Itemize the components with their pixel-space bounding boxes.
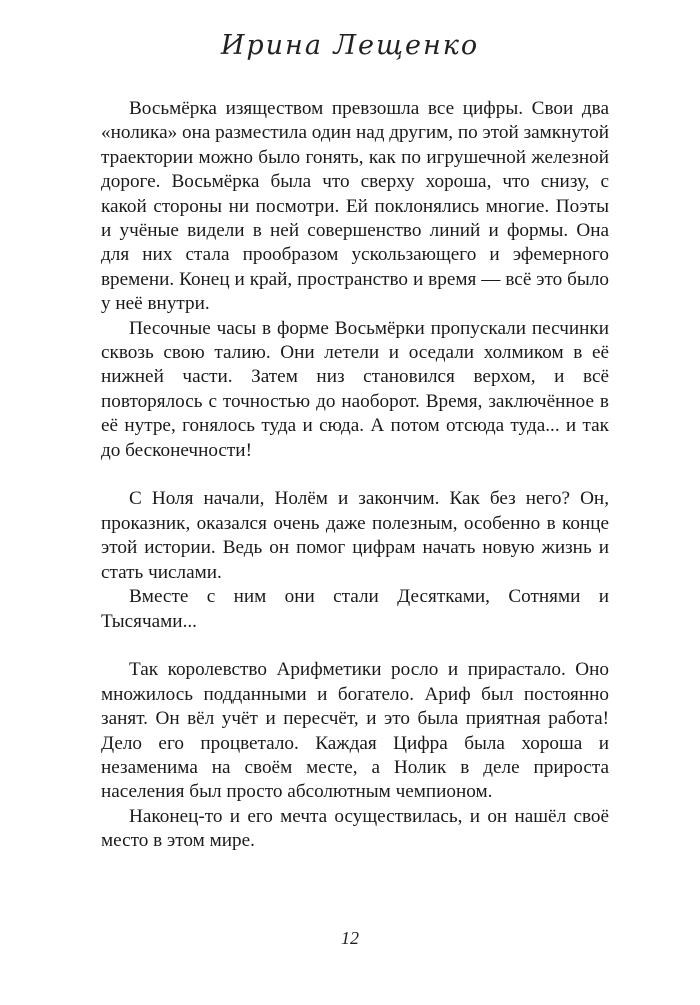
paragraph: Наконец-то и его мечта осуществилась, и он нашёл своё место в этом мире. — [101, 805, 609, 852]
paragraph: Вместе с ним они стали Десятками, Сотнями и Тысячами... — [101, 586, 609, 632]
paragraph: Песочные часы в форме Восьмёрки пропускали песчинки сквозь свою талию. Они летели и оседали холмиком в её нижней части. Затем низ становился верхом, и всё повторялось с точностью до наоборот. Время, заключённое в её нутре, гонялось туда и сюда. А потом отсюда туда... и так до бесконечности! — [101, 317, 609, 461]
paragraph: Восьмёрка изяществом превзошла все цифры. Свои два «нолика» она разместила один над другим, по этой замкнутой траектории можно было гонять, как по игрушечной железной дороге. Восьмёрка была что сверху хороша, что снизу, с какой стороны ни посмотри. Ей поклонялись многие. Поэты и учёные видели в ней совершенство линий и формы. Она для них стала прообразом ускользающего и эфемерного времени. Конец и край, пространство и время — всё это было у неё внутри. — [101, 98, 609, 315]
running-head-author: Ирина Лещенко — [220, 30, 480, 61]
paragraph: С Ноля начали, Нолём и закончим. Как без него? Он, проказник, оказался очень даже полезным, особенно в конце этой истории. Ведь он помог цифрам начать новую жизнь и стать числами. — [101, 488, 609, 583]
page-number: 12 — [341, 928, 359, 948]
body-text — [101, 97, 609, 854]
paragraph: Так королевство Арифметики росло и прирастало. Оно множилось подданными и богатело. Ариф был постоянно занят. Он вёл учёт и пересчёт, и это была приятная работа! Дело его процветало. Каждая Цифра была хороша и незаменима на своём месте, а Нолик в деле прироста населения был просто абсолютным чемпионом. — [101, 659, 609, 803]
